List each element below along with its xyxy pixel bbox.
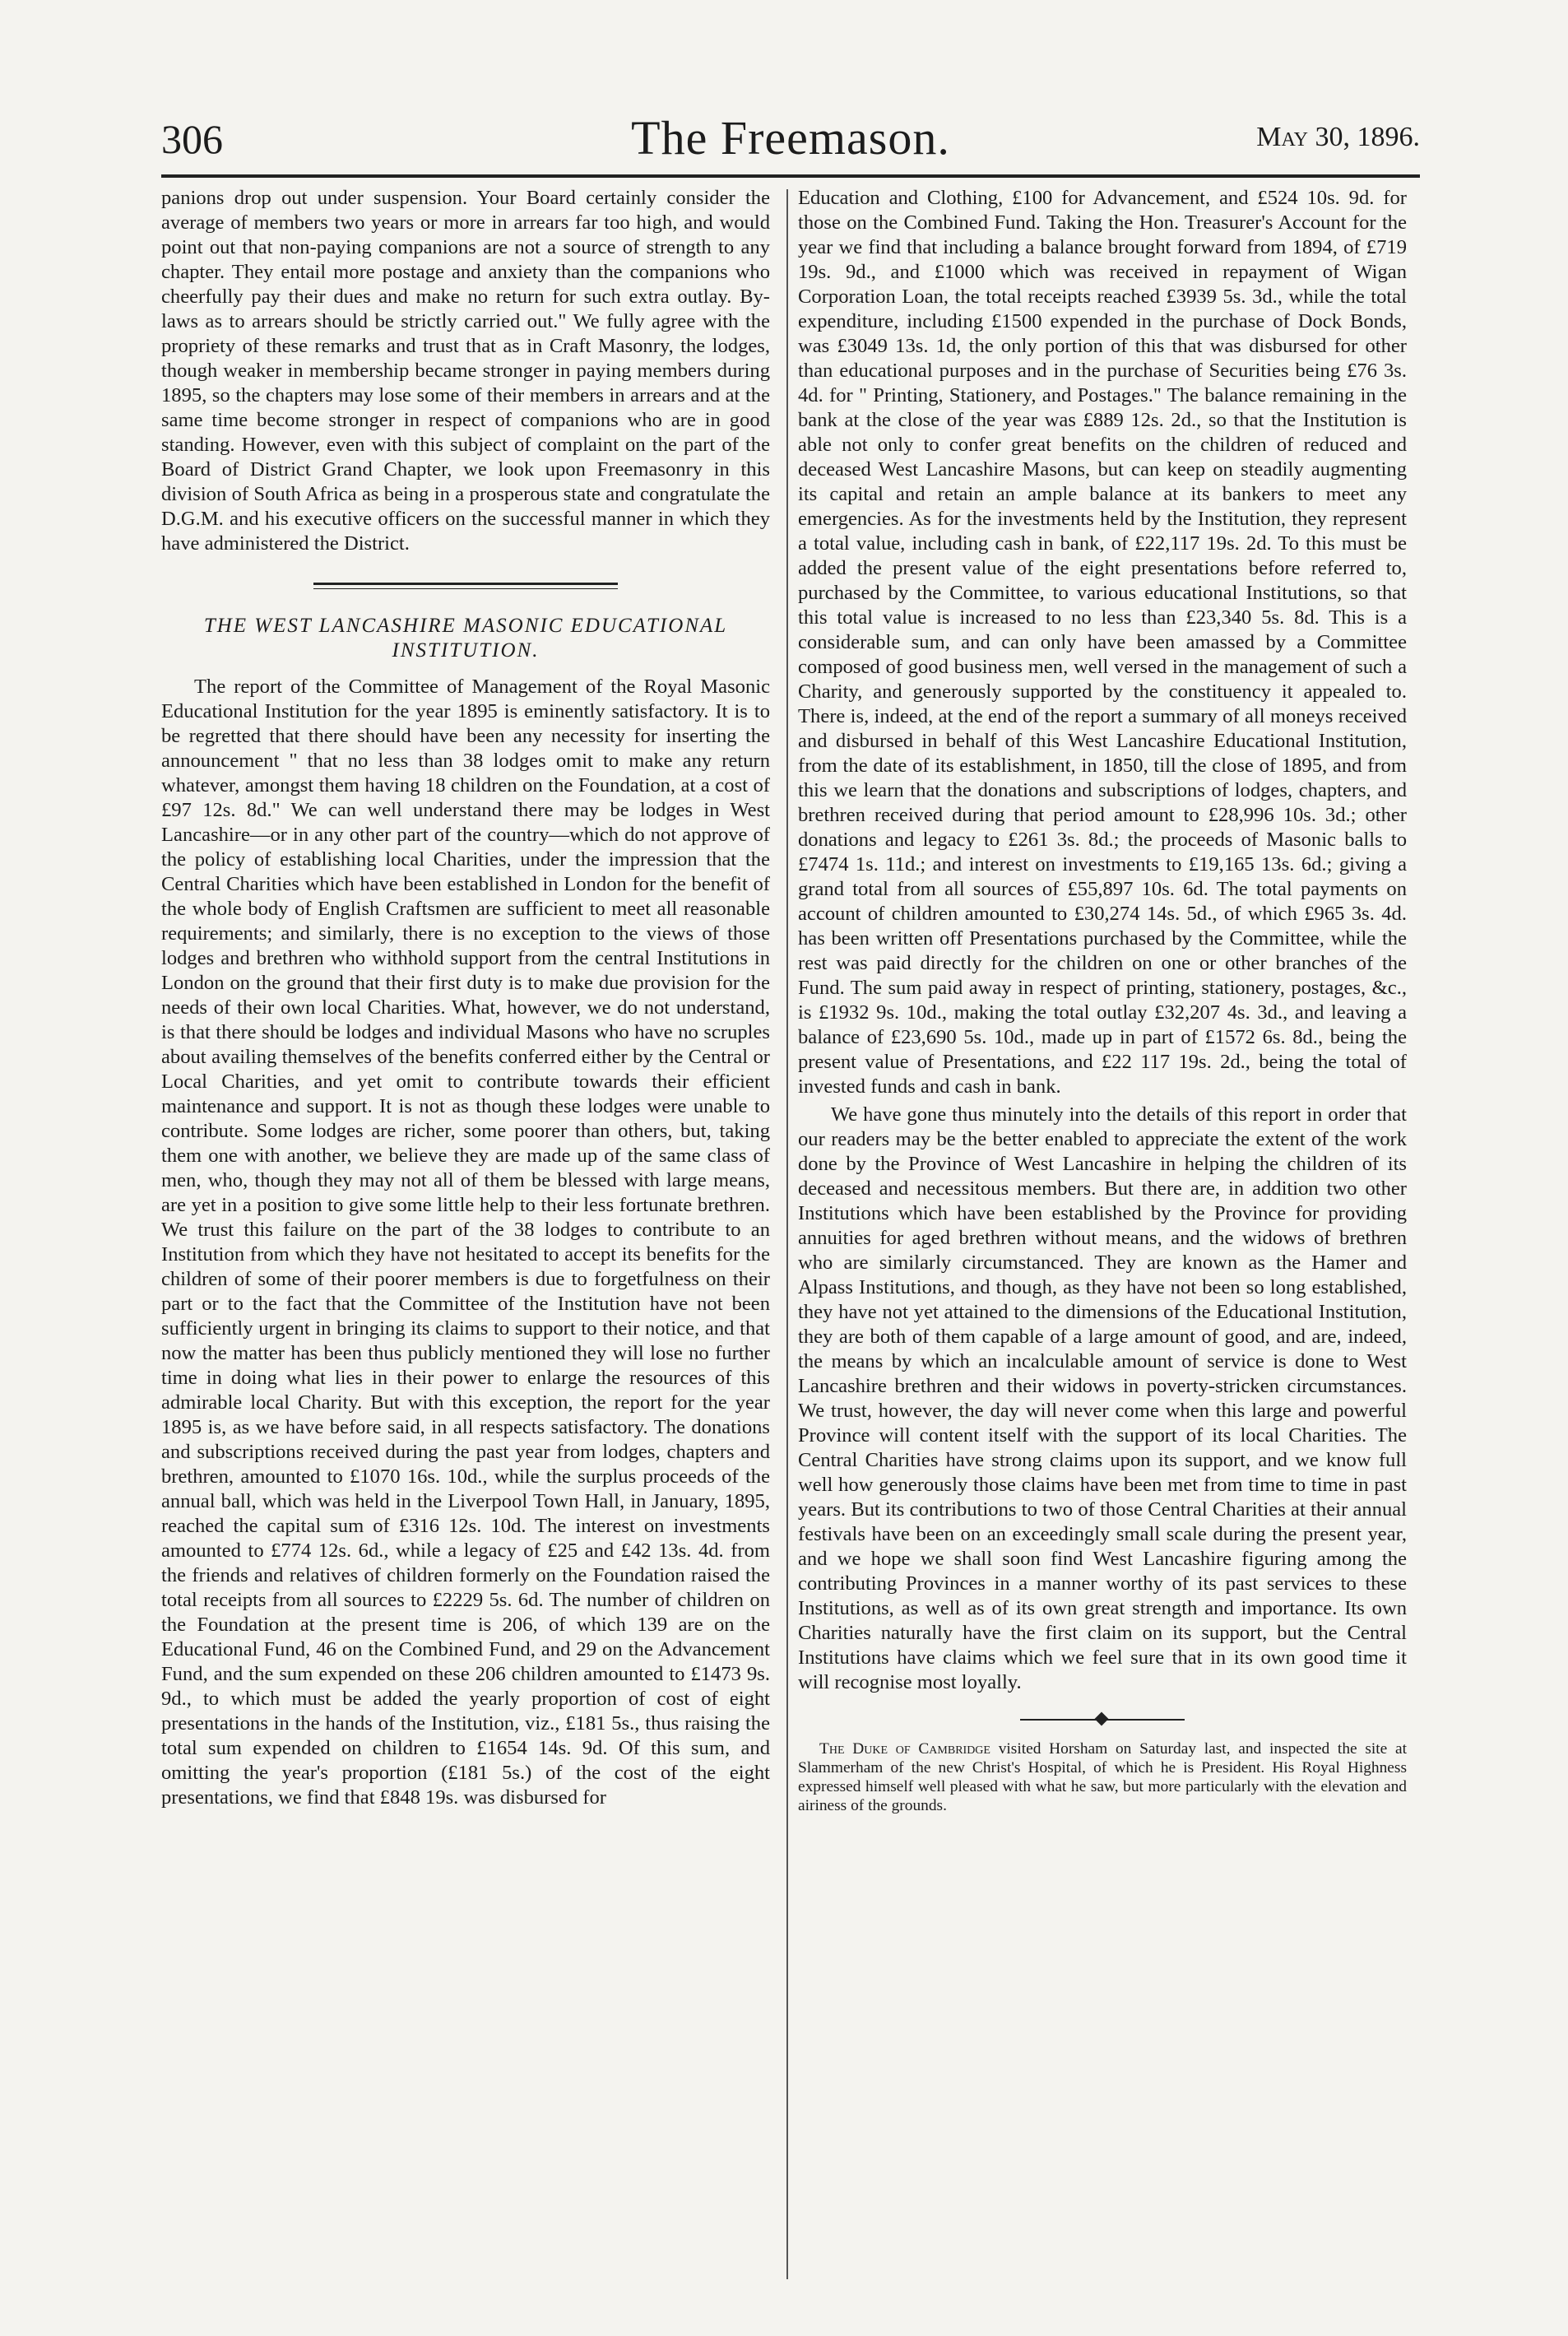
masthead (161, 105, 1420, 165)
article-paragraph-2: We have gone thus minutely into the details of this report in order that our readers may be the better enabled to appreciate the extent of the work done by the Province of West Lancashire in helping the children of its deceased and necessitous members. But there are, in addition two other Institutions which have been established by the Province for providing annuities for aged brethren without means, and the widows of brethren who are similarly circumstanced. They are known as the Hamer and Alpass Institutions, and though, as they have not been so long established, they have not yet attained to the dimensions of the Educational Institution, they are both of them capable of a large amount of good, and are, indeed, the means by which an incalculable amount of service is done to West Lancashire brethren and their widows in poverty-stricken circumstances. We trust, however, the day will never come when this large and powerful Province will content itself with the support of its local Charities. The Central Charities have strong claims upon its support, and we know full well how generously those claims have been met from time to time in past years. But its contributions to two of those Central Charities at their annual festivals have been on an exceedingly small scale during the present year, and we hope we shall soon find West Lancashire figuring among the contributing Provinces in a manner worthy of its past services to these Institutions, as well as of its own great strength and importance. Its own Charities naturally have the first claim on its support, but the Central Institutions have claims which we feel sure that in its own good time it will recognise most loyally. (798, 1103, 1407, 1693)
news-note-text: visited Horsham on Saturday last, and inspected the site at Slammerham of the new Christ's Hospital, of which he is President. His Royal Highness expressed himself well pleased with what he saw, but more particularly with the elevation and airiness of the grounds. (798, 1740, 1408, 1814)
page-number: 306 (161, 116, 223, 162)
header-rule (161, 174, 1420, 178)
column-divider (786, 189, 788, 2279)
diamond-ornament-icon (1095, 1712, 1109, 1726)
section-divider (313, 583, 618, 589)
issue-date: May 30, 1896. (1256, 122, 1420, 152)
article-paragraph-1-continued: Education and Clothing, £100 for Advancement, and £524 10s. 9d. for those on the Combined Fund. Taking the Hon. Treasurer's Account for the year we find that including a balance brought forward from 1894, of £719 19s. 9d., and £1000 which was received in repayment of Wigan Corporation Loan, the total receipts reached £3939 5s. 3d., while the total expenditure, including £1500 expended in the purchase of Dock Bonds, was £3049 13s. 1d, the only portion of this that was disbursed for other than educational purposes and in the purchase of Securities being £76 3s. 4d. for " Printing, Stationery, and Postages." The balance remaining in the bank at the close of the year was £889 12s. 2d., so that the Institution is able not only to confer great benefits on the children of reduced and deceased West Lancashire Masons, but can keep on steadily augmenting its capital and retain an ample balance at its bankers to meet any emergencies. As for the investments held by the Institution, they represent a total value, including cash in bank, of £22,117 19s. 2d. To this must be added the present value of the eight presentations before referred to, purchased by the Committee, to various educational Institutions, so that this total value is increased to no less than £23,340 5s. 8d. This is a considerable sum, and can only have been amassed by a Committee composed of good business men, well versed in the management of such a Charity, and generously supported by the constituency it appealed to. There is, indeed, at the end of the report a summary of all moneys received and disbursed in behalf of this West Lancashire Educational Institution, from the date of its establishment, in 1850, till the close of 1895, and from this we learn that the donations and subscriptions of lodges, chapters, and brethren received during that period amount to £28,996 10s. 3d.; other donations and legacy to £261 3s. 8d.; the proceeds of Masonic balls to £7474 1s. 11d.; and interest on investments to £19,165 13s. 6d.; giving a grand total from all sources of £55,897 10s. 6d. The total payments on account of children amounted to £30,274 14s. 5d., of which £965 3s. 4d. has been written off Presentations purchased by the Committee, while the rest was paid directly for the children on one or other branches of the Fund. The sum paid away in respect of printing, stationery, postages, &c., is £1932 9s. 10d., making the total outlay £32,207 4s. 3d., and leaving a balance of £23,690 5s. 10d., made up in part of £1572 6s. 8d., being the present value of Presentations, and £22 117 19s. 2d., being the total of invested funds and cash in bank. (798, 187, 1407, 1098)
left-column (161, 186, 770, 1810)
article-paragraph-1: The report of the Committee of Management of the Royal Masonic Educational Institution for the year 1895 is eminently satisfactory. It is to be regretted that there should have been any necessity for inserting the announcement " that no less than 38 lodges omit to make any return whatever, amongst them having 18 children on the Foundation, at a cost of £97 12s. 8d." We can well understand there may be lodges in West Lancashire—or in any other part of the country—which do not approve of the policy of establishing local Charities, under the impression that the Central Charities which have been established in London for the benefit of the whole body of English Craftsmen are sufficient to meet all reasonable requirements; and similarly, there is no exception to the views of those lodges and brethren who withhold support from the central Institutions in London on the ground that their first duty is to make due provision for the needs of their own local Charities. What, however, we do not understand, is that there should be lodges and individual Masons who have no scruples about availing themselves of the benefits conferred either by the Central or Local Charities, and yet omit to contribute towards their efficient maintenance and support. It is not as though these lodges were unable to contribute. Some lodges are richer, some poorer than others, but, taking them one with another, we believe they are made up of the same class of men, who, though they may not all of them be blessed with large means, are yet in a position to give some little help to their less fortunate brethren. We trust this failure on the part of the 38 lodges to contribute to an Institution from which they have not hesitated to accept its benefits for the children of some of their poorer members is due to forgetfulness on their part or to the fact that the Committee of the Institution have not been sufficiently urgent in bringing its claims to support to their notice, and that now the matter has been thus publicly mentioned they will lose no further time in doing what lies in their power to enlarge the resources of this admirable local Charity. But with this exception, the report for the year 1895 is, as we have before said, in all respects satisfactory. The donations and subscriptions received during the past year from lodges, chapters and brethren, amounted to £1070 16s. 10d., while the surplus proceeds of the annual ball, which was held in the Liverpool Town Hall, in January, 1895, reached the capital sum of £316 12s. 10d. The interest on investments amounted to £774 12s. 6d., while a legacy of £25 and £42 13s. 4d. from the friends and relatives of children formerly on the Foundation raised the total receipts from all sources to £2229 5s. 6d. The number of children on the Foundation at the present time is 206, of which 139 are on the Educational Fund, 46 on the Combined Fund, and 29 on the Advancement Fund, and the sum expended on these 206 children amounted to £1473 9s. 9d., to which must be added the yearly proportion of cost of eight presentations in the hands of the Institution, viz., £181 5s., thus raising the total sum expended on children to £1654 14s. 9d. Of this sum, and omitting the year's proportion (£181 5s.) of the cost of the eight presentations, we find that £848 19s. was disbursed for (161, 676, 770, 1809)
news-note-lead: The Duke of Cambridge (819, 1740, 990, 1758)
article-heading: THE WEST LANCASHIRE MASONIC EDUCATIONAL INSTITUTION. (203, 615, 728, 662)
ornamental-divider (1020, 1711, 1185, 1728)
journal-title: The Freemason. (631, 111, 950, 165)
news-note (798, 1739, 1407, 1815)
right-column (798, 186, 1407, 1815)
previous-article-ending: panions drop out under suspension. Your Board certainly consider the average of members two years or more in arrears far too high, and would point out that non-paying companions are not a source of strength to any chapter. They entail more postage and anxiety than the companions who cheerfully pay their dues and make no return for such extra outlay. By-laws as to arrears should be strictly carried out." We fully agree with the propriety of these remarks and trust that as in Craft Masonry, the lodges, though weaker in membership became stronger in paying members during 1895, so the chapters may lose some of their members in arrears and at the same time become stronger in respect of companions who are in good standing. However, even with this subject of complaint on the part of the Board of District Grand Chapter, we look upon Freemasonry in this division of South Africa as being in a prosperous state and congratulate the D.G.M. and his executive officers on the successful manner in which they have administered the District. (161, 187, 770, 555)
